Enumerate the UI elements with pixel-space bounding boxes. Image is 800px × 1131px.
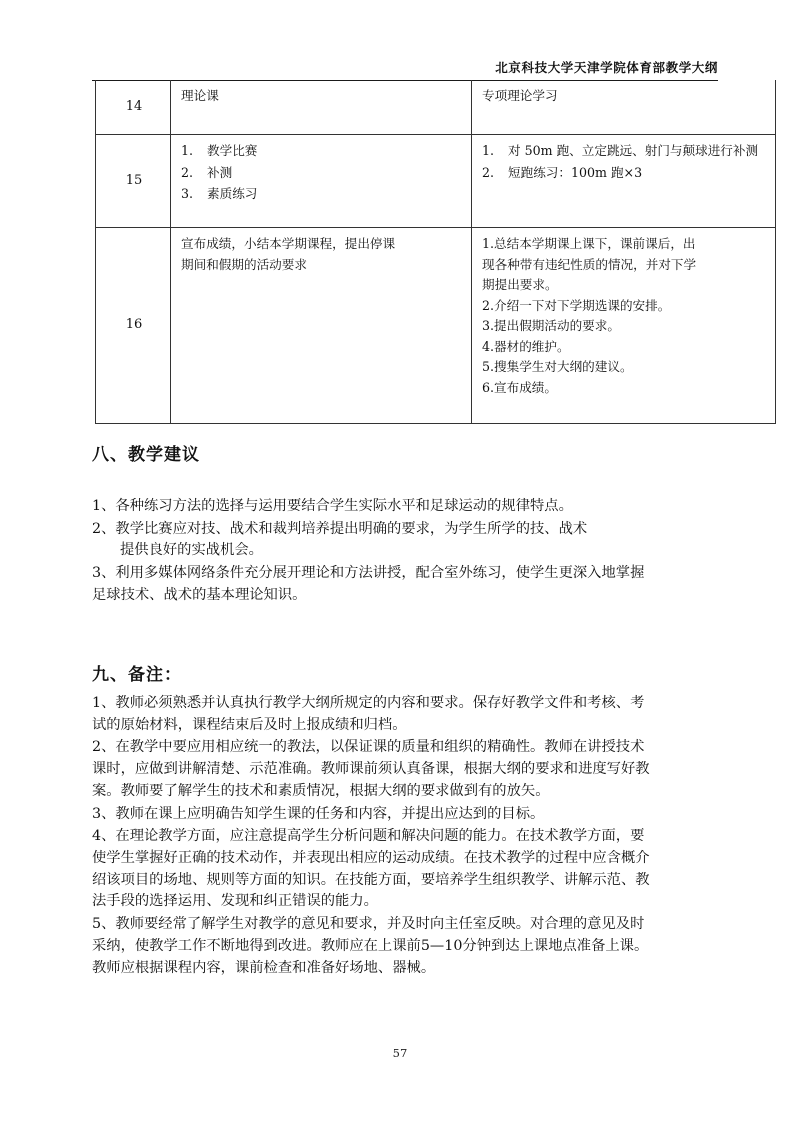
paragraph — [92, 519, 722, 562]
detail-line: 5.搜集学生对大纲的建议。 — [482, 359, 633, 375]
page-number: 57 — [392, 1046, 408, 1060]
section-notes — [92, 660, 722, 980]
paragraph — [92, 826, 722, 913]
list-marker: 2. — [181, 164, 194, 180]
text-line: 提供良好的实战机会。 — [120, 542, 263, 559]
paragraph — [92, 737, 722, 802]
section-teaching-suggestions — [92, 440, 722, 608]
text-line: 3、教师在课上应明确告知学生课的任务和内容，并提出应达到的目标。 — [92, 805, 545, 822]
detail-line: 专项理论学习 — [482, 88, 558, 103]
table-row — [96, 228, 776, 424]
section-heading: 八、教学建议 — [92, 445, 200, 465]
running-header-title: 北京科技大学天津学院体育部教学大纲 — [495, 60, 718, 75]
table-row — [96, 80, 776, 135]
detail-line: 4.器材的维护。 — [482, 338, 570, 354]
row-content-cell — [171, 135, 472, 228]
paragraph — [92, 693, 722, 736]
table-row — [96, 135, 776, 228]
detail-line: 6.宣布成绩。 — [482, 379, 557, 395]
detail-line: 现各种带有违纪性质的情况，并对下学 — [482, 256, 697, 272]
text-line: 绍该项目的场地、规则等方面的知识。在技能方面，要培养学生组织教学、讲解示范、教 — [92, 871, 650, 888]
detail-line: 3.提出假期活动的要求。 — [482, 318, 620, 334]
paragraph — [92, 914, 722, 979]
section-body — [92, 496, 722, 607]
text-line: 采纳，使教学工作不断地得到改进。教师应在上课前5—10分钟到达上课地点准备上课。 — [92, 937, 649, 954]
paragraph — [92, 563, 722, 606]
text-line: 2、教学比赛应对技、战术和裁判培养提出明确的要求，为学生所学的技、战术 — [92, 520, 588, 537]
text-line: 足球技术、战术的基本理论知识。 — [92, 586, 307, 603]
text-line: 课时，应做到讲解清楚、示范准确。教师课前须认真备课，根据大纲的要求和进度写好教 — [92, 761, 650, 778]
content-line: 宣布成绩，小结本学期课程，提出停课 — [181, 236, 396, 251]
paragraph — [92, 496, 722, 518]
list-marker: 1. — [181, 143, 194, 158]
content-line: 理论课 — [181, 88, 219, 103]
text-line: 4、在理论教学方面，应注意提高学生分析问题和解决问题的能力。在技术教学方面，要 — [92, 828, 645, 845]
text-line: 试的原始材料，课程结束后及时上报成绩和归档。 — [92, 716, 407, 733]
text-line: 5、教师要经常了解学生对教学的意见和要求，并及时向主任室反映。对合理的意见及时 — [92, 916, 645, 933]
detail-line: 2.介绍一下对下学期选课的安排。 — [482, 297, 671, 313]
text-line: 使学生掌握好正确的技术动作，并表现出相应的运动成绩。在技术教学的过程中应含概介 — [92, 850, 650, 867]
list-item — [181, 184, 463, 204]
course-schedule-table — [95, 80, 776, 424]
row-content-cell — [171, 228, 472, 424]
text-line: 3、利用多媒体网络条件充分展开理论和方法讲授，配合室外练习，使学生更深入地掌握 — [92, 565, 645, 582]
row-number-cell: 14 — [96, 80, 171, 135]
row-detail-cell — [472, 228, 776, 424]
section-heading: 九、备注： — [92, 665, 182, 685]
text-line: 法手段的选择运用、发现和纠正错误的能力。 — [92, 893, 378, 910]
list-item — [181, 141, 463, 161]
text-line: 案。教师要了解学生的技术和素质情况，根据大纲的要求做到有的放矢。 — [92, 782, 550, 799]
row-content-cell — [171, 80, 472, 135]
list-item — [482, 163, 767, 183]
text-line: 1、各种练习方法的选择与运用要结合学生实际水平和足球运动的规律特点。 — [92, 498, 573, 514]
detail-line: 1.总结本学期课上课下，课前课后，出 — [482, 236, 696, 251]
list-item — [181, 163, 463, 183]
paragraph — [92, 804, 722, 826]
list-text: 素质练习 — [207, 186, 258, 202]
row-detail-cell — [472, 80, 776, 135]
list-marker: 3. — [181, 186, 194, 202]
section-body — [92, 693, 722, 979]
list-text: 补测 — [207, 164, 233, 180]
list-marker: 1. — [482, 143, 495, 158]
row-number-cell: 16 — [96, 228, 171, 424]
content-line: 期间和假期的活动要求 — [181, 256, 307, 272]
text-line: 1、教师必须熟悉并认真执行教学大纲所规定的内容和要求。保存好教学文件和考核、考 — [92, 695, 645, 711]
list-marker: 2. — [482, 164, 495, 180]
text-line: 2、在教学中要应用相应统一的教法，以保证课的质量和组织的精确性。教师在讲授技术 — [92, 739, 645, 756]
row-detail-cell — [472, 135, 776, 228]
list-text: 短跑练习：100m 跑×3 — [508, 164, 643, 180]
row-number-cell: 15 — [96, 135, 171, 228]
list-text: 教学比赛 — [207, 143, 258, 158]
list-item — [482, 141, 767, 161]
detail-line: 期提出要求。 — [482, 277, 558, 293]
text-line: 教师应根据课程内容，课前检查和准备好场地、器械。 — [92, 959, 436, 976]
list-text: 对 50m 跑、立定跳远、射门与颠球进行补测 — [508, 143, 759, 158]
